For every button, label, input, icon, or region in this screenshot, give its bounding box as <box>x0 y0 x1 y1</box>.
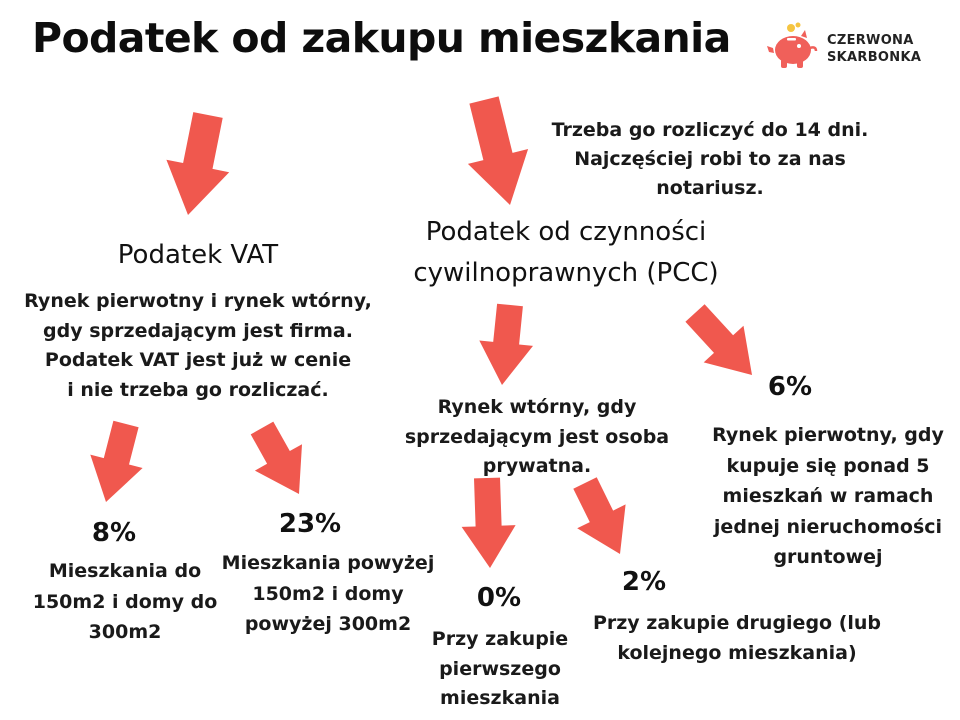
secondary-desc-line: prywatna. <box>482 455 592 477</box>
rate-0-value: 0% <box>476 583 522 613</box>
pcc-heading-line: Podatek od czynności <box>425 217 707 247</box>
vat-desc-line: Podatek VAT jest już w cenie <box>44 349 352 371</box>
logo-line-2: SKARBONKA <box>827 50 922 65</box>
vat-heading: Podatek VAT <box>117 240 279 270</box>
pcc-heading <box>375 212 757 294</box>
rate-6-desc-line: jednej nieruchomości <box>713 515 943 538</box>
rate-8-desc-line: Mieszkania do <box>48 560 202 582</box>
rate-0-desc-line: pierwszego <box>439 657 561 680</box>
rate-6-desc-line: mieszkań w ramach <box>722 485 934 507</box>
rate-8-desc-line: 300m2 <box>88 621 162 643</box>
rate-6-value: 6% <box>767 372 813 402</box>
vat-desc-line: gdy sprzedającym jest firma. <box>43 319 353 342</box>
arrow-to-vat <box>166 112 229 215</box>
logo-line-1: CZERWONA <box>827 33 914 48</box>
rate-23-desc-line: powyżej 300m2 <box>244 613 412 635</box>
piggy-bank-icon <box>765 22 821 72</box>
rate-6-description <box>688 420 960 573</box>
arrow-to-rate-0 <box>462 478 516 568</box>
rate-0-desc-line: mieszkania <box>440 687 560 709</box>
secondary-desc-line: Rynek wtórny, gdy <box>437 396 637 418</box>
pcc-note <box>535 116 885 203</box>
brand-logo <box>765 22 935 72</box>
arrow-to-secondary <box>479 304 533 385</box>
rate-0-description <box>405 625 595 714</box>
rate-2-desc-line: Przy zakupie drugiego (lub <box>592 612 882 634</box>
rate-2-value: 2% <box>621 567 667 597</box>
rate-8-description <box>10 556 240 648</box>
secondary-desc-line: sprzedającym jest osoba <box>404 425 670 448</box>
pcc-note-line: Trzeba go rozliczyć do 14 dni. <box>551 119 869 141</box>
arrow-to-rate-23 <box>251 422 302 494</box>
rate-6-desc-line: Rynek pierwotny, gdy <box>712 424 944 446</box>
rate-2-desc-line: kolejnego mieszkania) <box>617 642 857 664</box>
rate-23-value: 23% <box>278 509 342 539</box>
vat-description <box>10 287 386 405</box>
rate-8-value: 8% <box>91 518 137 548</box>
rate-23-desc-line: 150m2 i domy <box>252 582 404 605</box>
pcc-note-line: notariusz. <box>656 177 764 199</box>
arrow-to-rate-2 <box>573 477 625 554</box>
secondary-market-description <box>382 393 692 482</box>
vat-desc-line: Rynek pierwotny i rynek wtórny, <box>24 290 372 312</box>
arrow-to-pcc <box>468 96 528 205</box>
rate-2-description <box>582 608 892 668</box>
vat-desc-line: i nie trzeba go rozliczać. <box>67 378 329 401</box>
rate-23-desc-line: Mieszkania powyżej <box>221 552 435 574</box>
pcc-note-line: Najczęściej robi to za nas <box>574 148 846 170</box>
rate-0-desc-line: Przy zakupie <box>431 628 569 650</box>
rate-6-desc-line: gruntowej <box>773 546 883 568</box>
page-title: Podatek od zakupu mieszkania <box>32 14 731 62</box>
arrow-to-rate-8 <box>90 421 142 502</box>
rate-6-desc-line: kupuje się ponad 5 <box>726 454 930 477</box>
rate-8-desc-line: 150m2 i domy do <box>32 590 218 613</box>
pcc-heading-line: cywilnoprawnych (PCC) <box>413 258 719 288</box>
arrow-to-rate-6 <box>685 304 752 375</box>
